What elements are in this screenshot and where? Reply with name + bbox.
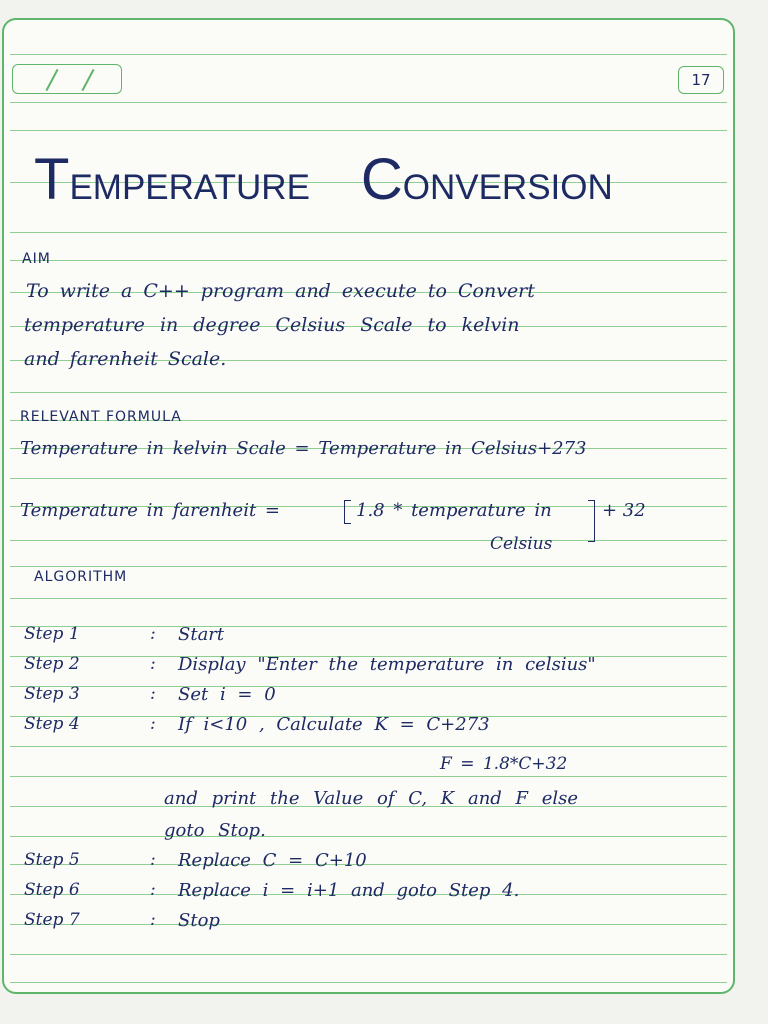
formula-line: Temperature in farenheit = bbox=[20, 500, 280, 521]
step-separator: : bbox=[150, 850, 156, 870]
page-title bbox=[34, 146, 613, 213]
ruled-line bbox=[10, 746, 727, 747]
step-label: Step 7 bbox=[24, 910, 80, 930]
ruled-line bbox=[10, 260, 727, 261]
date-box bbox=[12, 64, 122, 94]
ruled-line bbox=[10, 954, 727, 955]
step-separator: : bbox=[150, 714, 156, 734]
ruled-line bbox=[10, 540, 727, 541]
step-label: Step 6 bbox=[24, 880, 80, 900]
step4-formula: F = 1.8*C+32 bbox=[440, 754, 568, 774]
step-label: Step 2 bbox=[24, 654, 80, 674]
bracket-left bbox=[344, 500, 351, 524]
step4-line: goto Stop. bbox=[164, 820, 266, 841]
ruled-line bbox=[10, 232, 727, 233]
formula-constant: + 32 bbox=[602, 500, 646, 521]
step-text: If i<10 , Calculate K = C+273 bbox=[178, 714, 490, 735]
ruled-line bbox=[10, 686, 727, 687]
ruled-line bbox=[10, 478, 727, 479]
ruled-line bbox=[10, 566, 727, 567]
ruled-line bbox=[10, 864, 727, 865]
step-text: Display "Enter the temperature in celsius" bbox=[178, 654, 596, 675]
formula-inner: 1.8 * temperature in bbox=[356, 500, 552, 521]
ruled-line bbox=[10, 836, 727, 837]
ruled-line bbox=[10, 924, 727, 925]
title-word-1: EMPERATURE bbox=[69, 168, 310, 207]
step-text: Start bbox=[178, 624, 225, 645]
step-label: Step 3 bbox=[24, 684, 80, 704]
ruled-line bbox=[10, 392, 727, 393]
formula-subscript: Celsius bbox=[490, 534, 553, 554]
step-label: Step 4 bbox=[24, 714, 80, 734]
formula-line: Temperature in kelvin Scale = Temperature in Celsius+273 bbox=[20, 438, 587, 459]
step-text: Replace i = i+1 and goto Step 4. bbox=[178, 880, 520, 901]
step-text: Stop bbox=[178, 910, 220, 931]
title-word-2: ONVERSION bbox=[402, 168, 613, 207]
algorithm-heading: ALGORITHM bbox=[34, 569, 128, 585]
ruled-line bbox=[10, 598, 727, 599]
step-separator: : bbox=[150, 910, 156, 930]
step-label: Step 1 bbox=[24, 624, 80, 644]
step-text: Set i = 0 bbox=[178, 684, 276, 705]
aim-line: To write a C++ program and execute to Convert bbox=[26, 280, 535, 302]
step-text: Replace C = C+10 bbox=[178, 850, 367, 871]
bracket-right bbox=[588, 500, 595, 542]
aim-line: and farenheit Scale. bbox=[24, 348, 227, 370]
notebook-page bbox=[2, 18, 735, 994]
ruled-line bbox=[10, 102, 727, 103]
formula-heading: RELEVANT FORMULA bbox=[20, 409, 182, 425]
step-separator: : bbox=[150, 880, 156, 900]
title-initial: C bbox=[360, 147, 403, 212]
ruled-line bbox=[10, 626, 727, 627]
page-number: 17 bbox=[691, 71, 711, 89]
date-slash bbox=[45, 69, 58, 91]
ruled-line bbox=[10, 982, 727, 983]
step4-line: and print the Value of C, K and F else bbox=[164, 788, 579, 809]
date-slash bbox=[81, 69, 94, 91]
step-label: Step 5 bbox=[24, 850, 80, 870]
title-initial: T bbox=[34, 147, 70, 212]
page-number-box bbox=[678, 66, 724, 94]
step-separator: : bbox=[150, 684, 156, 704]
aim-line: temperature in degree Celsius Scale to kelvin bbox=[24, 314, 520, 336]
ruled-line bbox=[10, 130, 727, 131]
ruled-line bbox=[10, 776, 727, 777]
aim-heading: AIM bbox=[22, 251, 51, 267]
step-separator: : bbox=[150, 654, 156, 674]
step-separator: : bbox=[150, 624, 156, 644]
ruled-line bbox=[10, 54, 727, 55]
